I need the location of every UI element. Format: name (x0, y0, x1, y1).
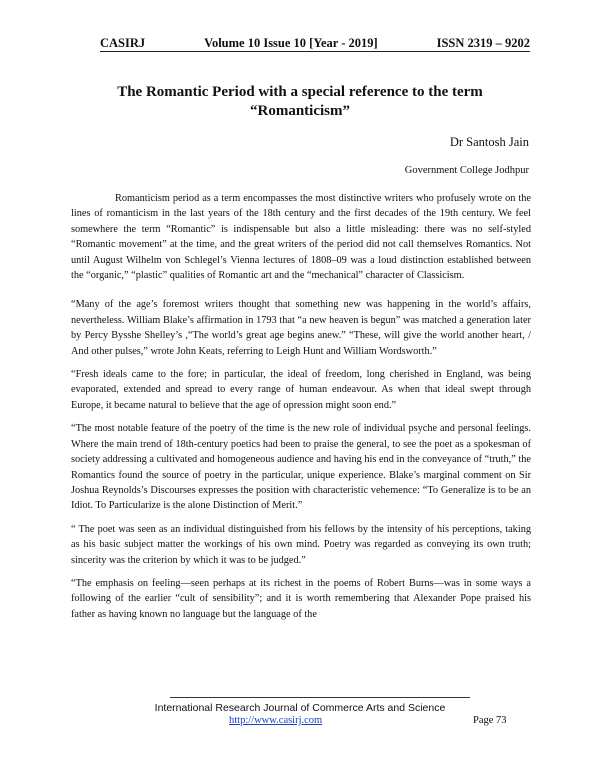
paragraph-2: “Many of the age’s foremost writers thought that something new was happening in the world’s affairs, nevertheless. William Blake’s affirmation in 1793 that “a new heaven is begun” was matched a generation later by Percy Bysshe Shelley’s ,“The world’s great age begins anew.” “These, will give the world another heart, / And other pulses,” wrote John Keats, referring to Leigh Hunt and William Wordsworth.” (71, 299, 531, 357)
running-header (100, 36, 530, 52)
page-number: Page 73 (473, 715, 507, 726)
paragraph-3: “Fresh ideals came to the fore; in particular, the ideal of freedom, long cherished in England, was being evaporated, extended and spread to every range of human endeavour. As when that ideal swept through Europe, it became natural to believe that the age of opression might soon end.” (71, 369, 531, 411)
issn: ISSN 2319 – 9202 (436, 36, 530, 50)
paper-title (60, 83, 540, 121)
body-text (71, 191, 531, 630)
title-line-2: “Romanticism” (250, 103, 350, 119)
title-line-1: The Romantic Period with a special reference to the term (117, 84, 483, 100)
footer-rule (170, 697, 470, 698)
paragraph-4: “The most notable feature of the poetry of the time is the new role of individual psyche and personal feelings. Where the main trend of 18th-century poetics had been to praise the general, to see the poet as a spokesman of society addressing a cultivated and homogeneous audience and having his end in the conveyance of “truth,” the Romantics found the source of poetry in the particular, unique experience. Blake’s marginal comment on Sir Joshua Reynolds’s Discourses expresses the position with characteristic vehemence: “To Generalize is to be an Idiot. To Particularize is the alone Distinction of Merit.” (71, 423, 531, 512)
journal-abbrev: CASIRJ (100, 36, 146, 50)
paragraph-5: “ The poet was seen as an individual distinguished from his fellows by the intensity of his perceptions, taking as his basic subject matter the workings of his own mind. Poetry was regarded as conveying its own truth; sincerity was the criterion by which it was to be judged.” (71, 523, 531, 566)
paragraph-1: Romanticism period as a term encompasses the most distinctive writers who profusely wrote on the lines of romanticism in the last years of the 18th century and the first decades of the 19th century. We feel somewhere the term “Romantic” is indispensable but also a little misleading: there was no self-styled “Romantic movement” at the time, and the great writers of the period did not call themselves Romantics. Not until August Wilhelm von Schlegel’s Vienna lectures of 1808–09 was a loud distinction established between the “organic,” “plastic” qualities of Romantic art and the “mechanical” character of Classicism. (71, 193, 531, 282)
journal-website-link[interactable]: http://www.casirj.com (229, 715, 323, 726)
author-affiliation: Government College Jodhpur (404, 165, 529, 176)
volume-issue: Volume 10 Issue 10 [Year - 2019] (204, 36, 378, 50)
author-name: Dr Santosh Jain (449, 135, 529, 149)
paragraph-6: “The emphasis on feeling—seen perhaps at its richest in the poems of Robert Burns—was in some ways a following of the earlier “cult of sensibility”; and it is worth remembering that Alexander Pope praised his father as having known no language but the language of the (71, 577, 531, 620)
footer-journal-name: International Research Journal of Commerce Arts and Science (154, 702, 446, 714)
